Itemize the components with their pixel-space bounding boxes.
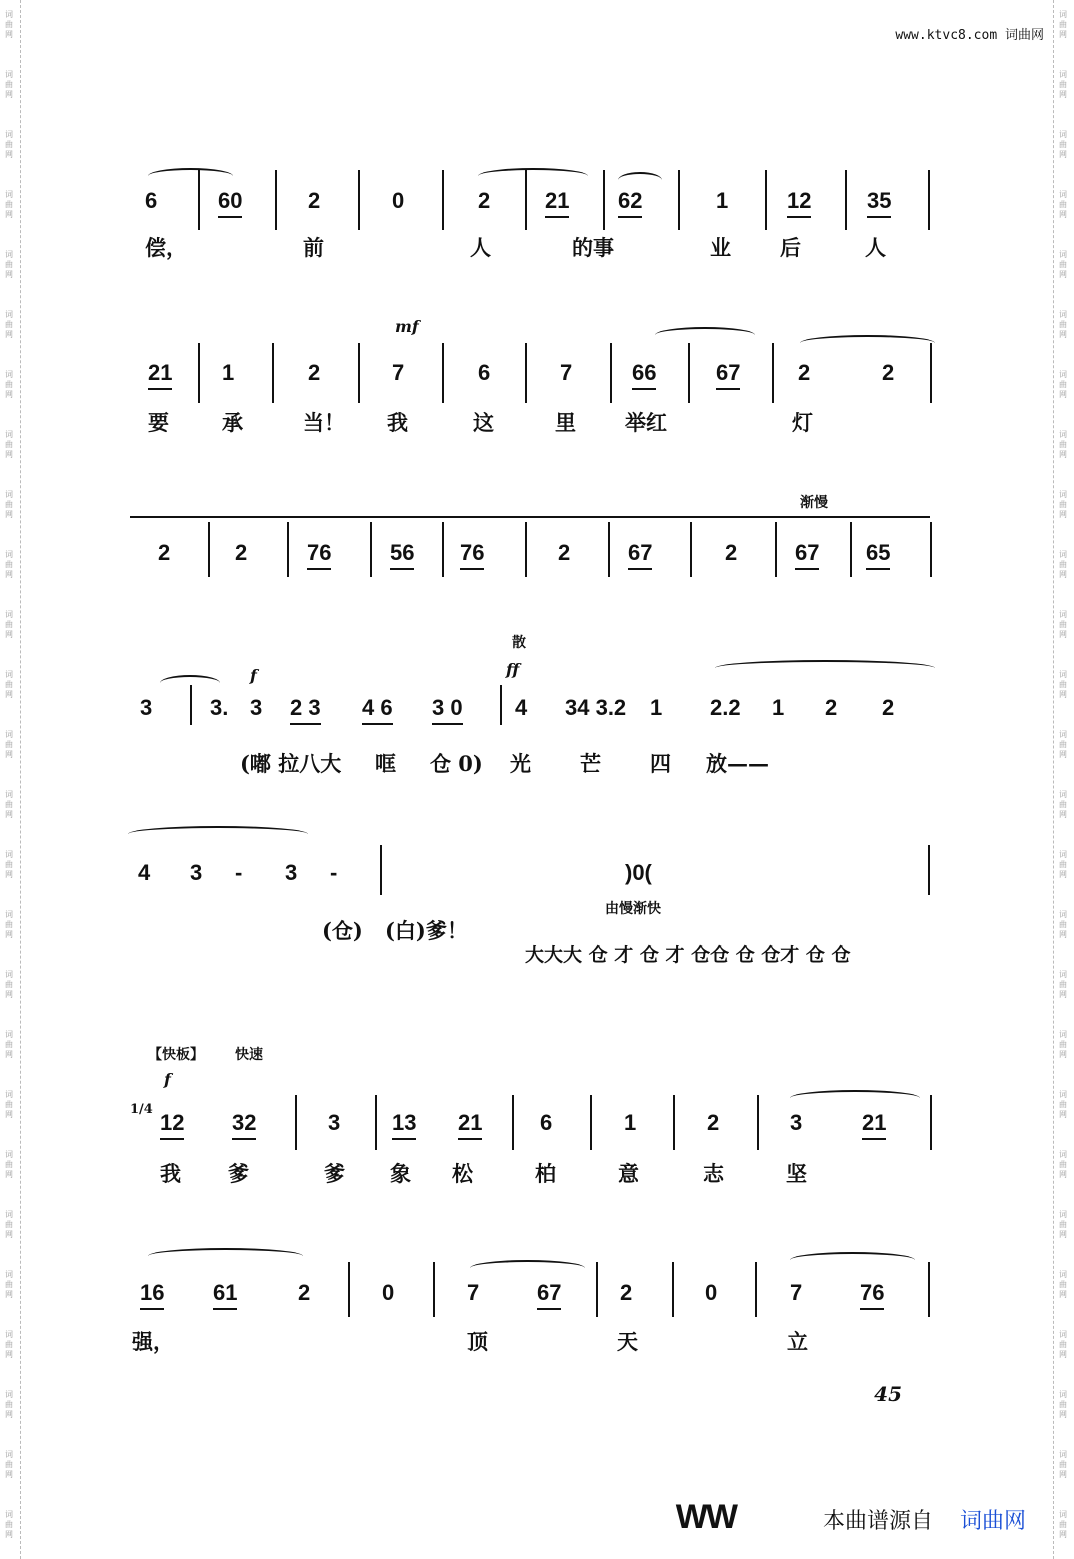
side-watermark: 词曲网 bbox=[1059, 430, 1067, 459]
header-site: 词曲网 bbox=[1004, 28, 1044, 43]
lyric: 人 bbox=[865, 235, 886, 260]
lyric: 前 bbox=[303, 235, 324, 260]
note: 65 bbox=[866, 540, 890, 570]
barline bbox=[688, 343, 690, 403]
slur bbox=[790, 1090, 920, 1106]
note: 16 bbox=[140, 1280, 164, 1310]
note: 3 bbox=[790, 1110, 803, 1135]
slur bbox=[160, 675, 220, 691]
slur bbox=[715, 660, 935, 676]
side-watermark: 词曲网 bbox=[5, 1450, 13, 1479]
slur bbox=[618, 172, 662, 188]
note: 61 bbox=[213, 1280, 237, 1310]
note: 7 bbox=[560, 360, 573, 385]
side-watermark: 词曲网 bbox=[5, 1030, 13, 1059]
slur bbox=[478, 168, 588, 184]
lyric: 当！ bbox=[303, 410, 345, 435]
note: 21 bbox=[862, 1110, 886, 1140]
dynamic-mark: ff bbox=[506, 660, 520, 679]
note: 7 bbox=[392, 360, 405, 385]
barline bbox=[370, 522, 372, 577]
side-watermark: 词曲网 bbox=[5, 670, 13, 699]
note: 21 bbox=[458, 1110, 482, 1140]
side-watermark: 词曲网 bbox=[1059, 1390, 1067, 1419]
note: 62 bbox=[618, 188, 642, 218]
note: 2 bbox=[725, 540, 738, 565]
note: 0 bbox=[705, 1280, 718, 1305]
side-watermark: 词曲网 bbox=[1059, 610, 1067, 639]
note: 3 0 bbox=[432, 695, 463, 725]
note: 12 bbox=[787, 188, 811, 218]
side-watermark: 词曲网 bbox=[5, 430, 13, 459]
side-watermark: 词曲网 bbox=[5, 1270, 13, 1299]
note: 76 bbox=[860, 1280, 884, 1310]
side-watermark: 词曲网 bbox=[1059, 1150, 1067, 1179]
right-margin-strip bbox=[1053, 0, 1074, 1559]
note: 7 bbox=[467, 1280, 480, 1305]
percussion-line: 大大大 仓 才 仓 才 仓仓 仓 仓才 仓 仓 bbox=[525, 944, 851, 966]
lyric: 爹 bbox=[228, 1161, 249, 1186]
lyric: 要 bbox=[148, 410, 169, 435]
note: 56 bbox=[390, 540, 414, 570]
note: 67 bbox=[628, 540, 652, 570]
side-watermark: 词曲网 bbox=[5, 1330, 13, 1359]
barline bbox=[348, 1262, 350, 1317]
note: 6 bbox=[145, 188, 158, 213]
side-watermark: 词曲网 bbox=[5, 610, 13, 639]
barline bbox=[190, 685, 192, 725]
barline bbox=[772, 343, 774, 403]
note: 3 bbox=[285, 860, 298, 885]
barline bbox=[603, 170, 605, 230]
note: 7 bbox=[790, 1280, 803, 1305]
side-watermark: 词曲网 bbox=[1059, 1450, 1067, 1479]
note: 2 bbox=[478, 188, 491, 213]
barline bbox=[596, 1262, 598, 1317]
note: 2 bbox=[298, 1280, 311, 1305]
note: 2 bbox=[798, 360, 811, 385]
barline bbox=[930, 343, 932, 403]
time-signature: 1/4 bbox=[130, 1102, 153, 1117]
note: 1 bbox=[772, 695, 785, 720]
side-watermark: 词曲网 bbox=[5, 730, 13, 759]
side-watermark: 词曲网 bbox=[5, 370, 13, 399]
side-watermark: 词曲网 bbox=[1059, 1090, 1067, 1119]
lyric: (白)爹！ bbox=[385, 918, 468, 943]
lyric: 芒 bbox=[580, 751, 601, 776]
barline bbox=[525, 343, 527, 403]
note: 1 bbox=[716, 188, 729, 213]
side-watermark: 词曲网 bbox=[1059, 550, 1067, 579]
note: )0( bbox=[625, 860, 652, 885]
barline bbox=[765, 170, 767, 230]
footer-source: 本曲谱源自 bbox=[822, 1509, 933, 1534]
slur bbox=[148, 168, 233, 184]
barline bbox=[690, 522, 692, 577]
side-watermark: 词曲网 bbox=[5, 970, 13, 999]
barline bbox=[678, 170, 680, 230]
side-watermark: 词曲网 bbox=[1059, 970, 1067, 999]
lyric: 天 bbox=[617, 1329, 638, 1354]
lyric: 柏 bbox=[535, 1161, 556, 1186]
lyric: (仓) bbox=[322, 918, 363, 943]
barline bbox=[208, 522, 210, 577]
slur bbox=[128, 826, 308, 842]
note: 2 bbox=[158, 540, 171, 565]
lyric: 爹 bbox=[324, 1161, 345, 1186]
lyric: 举红 bbox=[625, 410, 667, 435]
barline bbox=[272, 343, 274, 403]
lyric: 象 bbox=[390, 1161, 411, 1186]
side-watermark: 词曲网 bbox=[1059, 1210, 1067, 1239]
side-watermark: 词曲网 bbox=[1059, 130, 1067, 159]
note: 3 bbox=[250, 695, 263, 720]
lyric: 里 bbox=[555, 410, 576, 435]
note: 0 bbox=[392, 188, 405, 213]
note: 2 3 bbox=[290, 695, 321, 725]
slur bbox=[800, 335, 935, 351]
footer-site: 词曲网 bbox=[959, 1509, 1026, 1534]
page-number: 45 bbox=[874, 1382, 902, 1406]
tempo-mark: 由慢渐快 bbox=[605, 901, 661, 917]
slur bbox=[790, 1252, 915, 1268]
note: 3. bbox=[210, 695, 229, 720]
lyric: 的事 bbox=[572, 235, 614, 260]
note: 0 bbox=[382, 1280, 395, 1305]
note: 13 bbox=[392, 1110, 416, 1140]
note: 1 bbox=[624, 1110, 637, 1135]
note: 3 bbox=[328, 1110, 341, 1135]
lyric: 四 bbox=[650, 751, 671, 776]
lyric: 后 bbox=[780, 235, 801, 260]
barline bbox=[375, 1095, 377, 1150]
side-watermark: 词曲网 bbox=[1059, 1030, 1067, 1059]
dynamic-mark: mf bbox=[395, 317, 419, 336]
side-watermark: 词曲网 bbox=[5, 1150, 13, 1179]
lyric: 承 bbox=[222, 410, 243, 435]
footer-logo: WW bbox=[675, 1498, 736, 1536]
lyric: 这 bbox=[473, 410, 494, 435]
barline bbox=[442, 170, 444, 230]
note: 67 bbox=[537, 1280, 561, 1310]
dynamic-mark: f bbox=[250, 666, 257, 685]
note: 2 bbox=[882, 360, 895, 385]
barline bbox=[930, 1095, 932, 1150]
barline bbox=[845, 170, 847, 230]
side-watermark: 词曲网 bbox=[5, 250, 13, 279]
note: 60 bbox=[218, 188, 242, 218]
side-watermark: 词曲网 bbox=[1059, 850, 1067, 879]
note: 76 bbox=[460, 540, 484, 570]
side-watermark: 词曲网 bbox=[1059, 250, 1067, 279]
lyric: 意 bbox=[618, 1161, 639, 1186]
barline bbox=[287, 522, 289, 577]
note: 1 bbox=[650, 695, 663, 720]
lyric: 哐 bbox=[375, 751, 396, 776]
tempo-mark: 散 bbox=[512, 635, 526, 651]
barline bbox=[358, 343, 360, 403]
note: 67 bbox=[795, 540, 819, 570]
note: 66 bbox=[632, 360, 656, 390]
side-watermark: 词曲网 bbox=[5, 10, 13, 39]
lyric: 人 bbox=[470, 235, 491, 260]
side-watermark: 词曲网 bbox=[5, 1210, 13, 1239]
barline bbox=[442, 522, 444, 577]
side-watermark: 词曲网 bbox=[1059, 1510, 1067, 1539]
lyric: 光 bbox=[510, 751, 531, 776]
lyric: 坚 bbox=[786, 1161, 807, 1186]
side-watermark: 词曲网 bbox=[5, 790, 13, 819]
header-url: www.ktvc8.com bbox=[895, 28, 998, 43]
side-watermark: 词曲网 bbox=[5, 190, 13, 219]
side-watermark: 词曲网 bbox=[1059, 70, 1067, 99]
note: - bbox=[235, 860, 243, 885]
barline bbox=[672, 1262, 674, 1317]
note: 2 bbox=[235, 540, 248, 565]
side-watermark: 词曲网 bbox=[1059, 790, 1067, 819]
barline bbox=[275, 170, 277, 230]
note: 2 bbox=[308, 360, 321, 385]
slur bbox=[148, 1248, 303, 1264]
barline bbox=[930, 522, 932, 577]
note: 32 bbox=[232, 1110, 256, 1140]
side-watermark: 词曲网 bbox=[5, 70, 13, 99]
barline bbox=[512, 1095, 514, 1150]
lyric: 强， bbox=[132, 1329, 174, 1354]
lyric: 立 bbox=[787, 1329, 808, 1354]
note: 2 bbox=[620, 1280, 633, 1305]
barline bbox=[525, 522, 527, 577]
note: 2 bbox=[882, 695, 895, 720]
lyric: 我 bbox=[160, 1161, 181, 1186]
side-watermark: 词曲网 bbox=[1059, 730, 1067, 759]
lyric: (嘟 拉八大 bbox=[240, 751, 342, 776]
page-header bbox=[895, 24, 1044, 43]
note: 4 6 bbox=[362, 695, 393, 725]
lyric: 我 bbox=[387, 410, 408, 435]
side-watermark: 词曲网 bbox=[1059, 370, 1067, 399]
note: 35 bbox=[867, 188, 891, 218]
note: 34 3.2 bbox=[565, 695, 627, 720]
side-watermark: 词曲网 bbox=[1059, 490, 1067, 519]
barline bbox=[608, 522, 610, 577]
section-label: 【快板】 bbox=[148, 1047, 204, 1063]
side-watermark: 词曲网 bbox=[5, 1090, 13, 1119]
side-watermark: 词曲网 bbox=[1059, 310, 1067, 339]
barline bbox=[757, 1095, 759, 1150]
side-watermark: 词曲网 bbox=[5, 850, 13, 879]
note: 2 bbox=[825, 695, 838, 720]
lyric: 业 bbox=[710, 235, 731, 260]
slur bbox=[470, 1260, 585, 1276]
note: 3 bbox=[140, 695, 153, 720]
side-watermark: 词曲网 bbox=[1059, 1330, 1067, 1359]
barline bbox=[433, 1262, 435, 1317]
barline bbox=[673, 1095, 675, 1150]
side-watermark: 词曲网 bbox=[5, 1510, 13, 1539]
barline bbox=[380, 845, 382, 895]
note: 21 bbox=[148, 360, 172, 390]
side-watermark: 词曲网 bbox=[5, 130, 13, 159]
tempo-mark: 快速 bbox=[235, 1047, 263, 1063]
side-watermark: 词曲网 bbox=[1059, 1270, 1067, 1299]
slur bbox=[655, 327, 755, 343]
note: 2.2 bbox=[710, 695, 741, 720]
side-watermark: 词曲网 bbox=[1059, 190, 1067, 219]
note: 6 bbox=[540, 1110, 553, 1135]
side-watermark: 词曲网 bbox=[5, 310, 13, 339]
page-footer bbox=[676, 1498, 1026, 1537]
lyric: 顶 bbox=[467, 1329, 488, 1354]
lyric: 放—— bbox=[706, 751, 769, 776]
note: 2 bbox=[558, 540, 571, 565]
note: 6 bbox=[478, 360, 491, 385]
tempo-mark: 渐慢 bbox=[800, 495, 828, 511]
note: 67 bbox=[716, 360, 740, 390]
side-watermark: 词曲网 bbox=[5, 550, 13, 579]
side-watermark: 词曲网 bbox=[1059, 10, 1067, 39]
tie-line bbox=[130, 516, 930, 518]
side-watermark: 词曲网 bbox=[5, 1390, 13, 1419]
barline bbox=[928, 845, 930, 895]
barline bbox=[590, 1095, 592, 1150]
lyric: 偿， bbox=[145, 235, 187, 260]
barline bbox=[610, 343, 612, 403]
note: 2 bbox=[707, 1110, 720, 1135]
left-margin-strip bbox=[0, 0, 21, 1559]
barline bbox=[295, 1095, 297, 1150]
note: 21 bbox=[545, 188, 569, 218]
side-watermark: 词曲网 bbox=[5, 490, 13, 519]
note: 76 bbox=[307, 540, 331, 570]
lyric: 松 bbox=[452, 1161, 473, 1186]
note: 2 bbox=[308, 188, 321, 213]
barline bbox=[928, 170, 930, 230]
barline bbox=[850, 522, 852, 577]
barline bbox=[755, 1262, 757, 1317]
lyric: 志 bbox=[703, 1161, 724, 1186]
note: - bbox=[330, 860, 338, 885]
barline bbox=[198, 343, 200, 403]
side-watermark: 词曲网 bbox=[1059, 910, 1067, 939]
barline bbox=[500, 685, 502, 725]
note: 3 bbox=[190, 860, 203, 885]
note: 4 bbox=[138, 860, 151, 885]
barline bbox=[442, 343, 444, 403]
barline bbox=[775, 522, 777, 577]
side-watermark: 词曲网 bbox=[5, 910, 13, 939]
side-watermark: 词曲网 bbox=[1059, 670, 1067, 699]
barline bbox=[928, 1262, 930, 1317]
lyric: 灯 bbox=[792, 410, 813, 435]
lyric: 仓 0) bbox=[430, 751, 483, 776]
barline bbox=[358, 170, 360, 230]
dynamic-mark: f bbox=[164, 1070, 171, 1089]
note: 4 bbox=[515, 695, 528, 720]
note: 1 bbox=[222, 360, 235, 385]
note: 12 bbox=[160, 1110, 184, 1140]
